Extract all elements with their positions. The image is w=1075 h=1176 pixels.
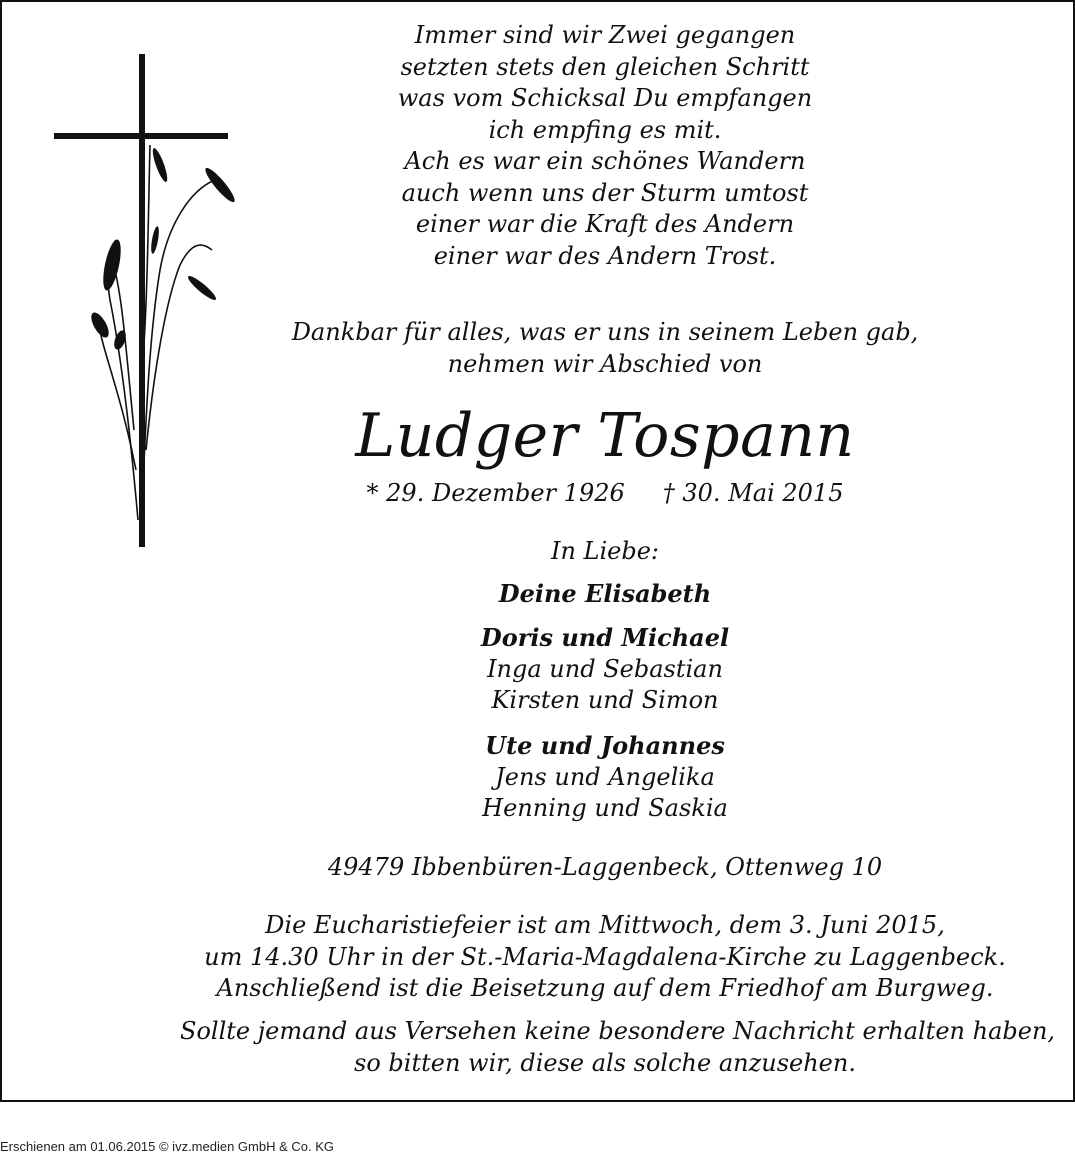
closing-note (180, 1016, 1056, 1079)
deceased-name: Ludger Tospann (355, 401, 855, 471)
family-group (180, 730, 1030, 825)
poem-line: was vom Schicksal Du empfangen (397, 84, 813, 112)
poem-line: auch wenn uns der Sturm umtost (401, 178, 809, 207)
intro-line: nehmen wir Abschied von (447, 350, 763, 378)
family-group (180, 622, 1030, 717)
note-line: Sollte jemand aus Versehen keine besondere Nachricht erhalten haben, (180, 1017, 1056, 1045)
family-head: Deine Elisabeth (498, 579, 712, 608)
birth-date: * 29. Dezember 1926 (366, 479, 625, 507)
service-line: Die Eucharistiefeier ist am Mittwoch, dem 3. Juni 2015, (265, 911, 945, 939)
in-love-label: In Liebe: (550, 537, 660, 565)
intro-text (180, 316, 1030, 380)
service-info (180, 910, 1030, 1005)
note-line: so bitten wir, diese als solche anzusehen. (354, 1048, 856, 1077)
family-group (180, 578, 1030, 610)
family-head: Doris und Michael (480, 623, 730, 652)
poem-line: einer war des Andern Trost. (433, 241, 777, 270)
service-line: um 14.30 Uhr in der St.-Maria-Magdalena-Kirche zu Laggenbeck. (204, 942, 1006, 971)
life-dates (180, 478, 1030, 508)
family-member: Inga und Sebastian (487, 654, 723, 683)
poem-line: ich empfing es mit. (488, 115, 722, 144)
poem-line: Immer sind wir Zwei gegangen (414, 21, 796, 49)
address: 49479 Ibbenbüren-Laggenbeck, Ottenweg 10 (327, 853, 883, 881)
poem-line: Ach es war ein schönes Wandern (404, 147, 806, 175)
family-member: Jens und Angelika (495, 762, 715, 791)
poem-line: setzten stets den gleichen Schritt (400, 52, 810, 81)
family-member: Kirsten und Simon (491, 686, 719, 714)
publication-footer: Erschienen am 01.06.2015 © ivz.medien GmbH & Co. KG (0, 1139, 335, 1154)
poem-line: einer war die Kraft des Andern (415, 210, 795, 238)
service-line: Anschließend ist die Beisetzung auf dem Friedhof am Burgweg. (216, 974, 994, 1002)
family-member: Henning und Saskia (482, 794, 728, 822)
family-head: Ute und Johannes (485, 731, 725, 760)
death-date: † 30. Mai 2015 (662, 479, 844, 507)
poem (180, 20, 1030, 272)
intro-line: Dankbar für alles, was er uns in seinem Leben gab, (291, 318, 919, 346)
